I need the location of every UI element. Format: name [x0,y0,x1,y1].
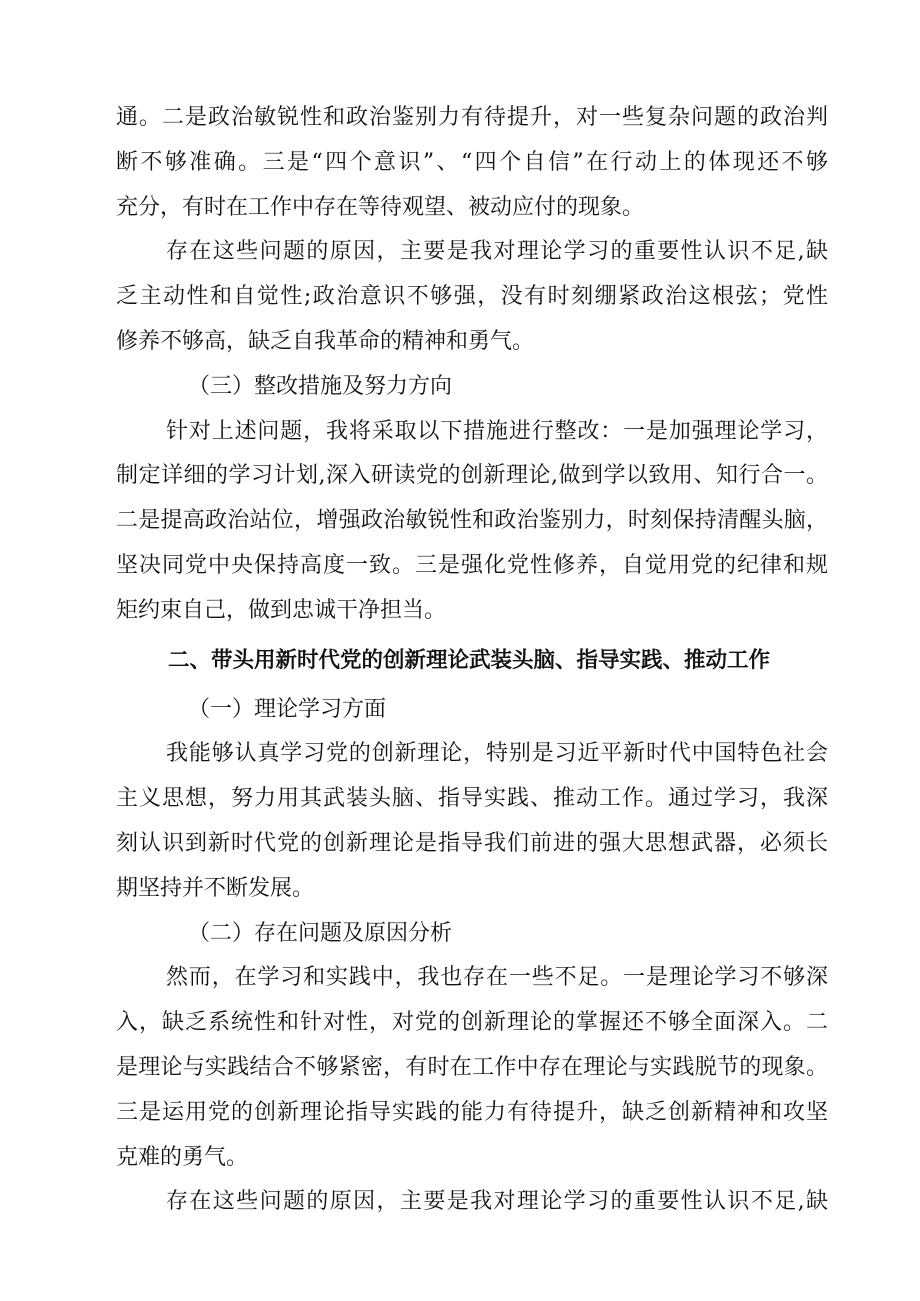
paragraph-line: 刻认识到新时代党的创新理论是指导我们前进的强大思想武器，必须长 [116,830,828,856]
paragraph-line: 断不够准确。三是“四个意识”、“四个自信”在行动上的体现还不够 [116,149,828,175]
paragraph-line: 三是运用党的创新理论指导实践的能力有待提升，缺乏创新精神和攻坚 [116,1099,828,1125]
paragraph-line: 然而，在学习和实践中，我也存在一些不足。一是理论学习不够深 [166,965,828,991]
paragraph-line: 充分，有时在工作中存在等待观望、被动应付的现象。 [116,194,645,220]
paragraph-line: 通。二是政治敏锐性和政治鉴别力有待提升，对一些复杂问题的政治判 [116,105,828,130]
paragraph-line: 存在这些问题的原因，主要是我对理论学习的重要性认识不足,缺 [166,1189,828,1215]
paragraph-line: 期坚持并不断发展。 [116,875,315,901]
paragraph-line: 主义思想，努力用其武装头脑、指导实践、推动工作。通过学习，我深 [116,786,828,812]
paragraph-line: 存在这些问题的原因，主要是我对理论学习的重要性认识不足,缺 [166,239,828,265]
subsection-heading: （三）整改措施及努力方向 [188,373,453,399]
paragraph-line: 坚决同党中央保持高度一致。三是强化党性修养，自觉用党的纪律和规 [116,552,828,578]
section-heading: 二、带头用新时代党的创新理论武装头脑、指导实践、推动工作 [168,647,771,673]
paragraph-line: 是理论与实践结合不够紧密，有时在工作中存在理论与实践脱节的现象。 [116,1054,828,1080]
paragraph-line: 乏主动性和自觉性;政治意识不够强，没有时刻绷紧政治这根弦；党性 [116,284,828,310]
paragraph-line: 矩约束自己，做到忠诚干净担当。 [116,597,447,623]
paragraph-line: 针对上述问题，我将采取以下措施进行整改：一是加强理论学习， [166,418,828,444]
paragraph-line: 入，缺乏系统性和针对性，对党的创新理论的掌握还不够全面深入。二 [116,1010,828,1036]
document-body [116,96,828,1225]
paragraph-line: 二是提高政治站位，增强政治敏锐性和政治鉴别力，时刻保持清醒头脑， [116,508,828,534]
paragraph-line: 修养不够高，缺乏自我革命的精神和勇气。 [116,328,535,354]
paragraph-line: 我能够认真学习党的创新理论，特别是习近平新时代中国特色社会 [166,741,828,767]
paragraph-line: 克难的勇气。 [116,1144,249,1170]
subsection-heading: （一）理论学习方面 [188,696,387,722]
paragraph-line: 制定详细的学习计划,深入研读党的创新理论,做到学以致用、知行合一。 [116,463,828,489]
subsection-heading: （二）存在问题及原因分析 [188,920,453,946]
